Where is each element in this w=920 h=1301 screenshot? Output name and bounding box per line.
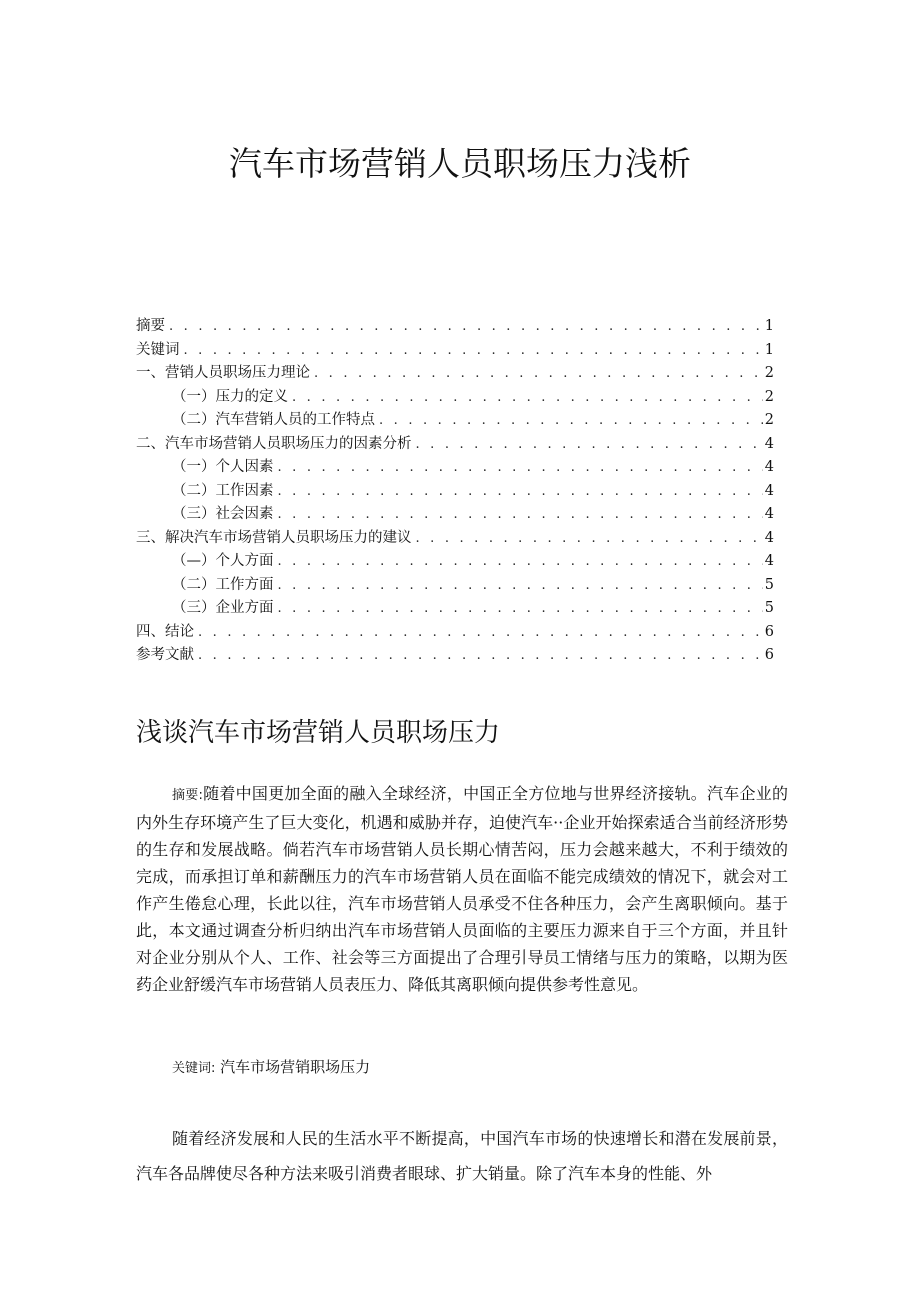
- toc-entry-label: 摘要: [136, 318, 165, 334]
- keywords-lead: 关键词:: [172, 1061, 216, 1076]
- toc-leader-dots: [198, 621, 763, 645]
- toc-entry-label: （二）工作因素: [172, 482, 274, 499]
- toc-entry-label: （一）压力的定义: [172, 388, 288, 405]
- toc-entry-page: 4: [764, 459, 774, 475]
- toc-entry-page: 4: [764, 506, 774, 522]
- abstract-text: 随着中国更加全面的融入全球经济，中国正全方位地与世界经济接轨。汽车企业的内外生存环境产生了巨大变化，机遇和威胁并存，迫使汽车··企业开始探索适合当前经济形势的生存和发展战略。倘若汽车市场营销人员长期心情苦闷，压力会越来越大，不利于绩效的完成，而承担订单和薪酬压力的汽车市场营销人员在面临不能完成绩效的情况下，就会对工作产生倦怠心理，长此以往，汽车市场营销人员承受不住各种压力，会产生离职倾向。基于此，本文通过调查分析归纳出汽车市场营销人员面临的主要压力源来自于三个方面，并且针对企业分别从个人、工作、社会等三方面提出了合理引导员工情绪与压力的策略，以期为医药企业舒缓汽车市场营销人员表压力、降低其离职倾向提供参考性意见。: [136, 784, 788, 994]
- toc-entry[interactable]: [136, 386, 774, 410]
- document-title: 汽车市场营销人员职场压力浅析: [229, 144, 691, 183]
- toc-entry-label: 关键词: [136, 341, 180, 358]
- toc-entry-page: 2: [764, 388, 774, 405]
- toc-leader-dots: [278, 550, 763, 574]
- toc-entry[interactable]: [136, 433, 774, 457]
- toc-entry[interactable]: [136, 644, 774, 668]
- toc-entry-label: （—）个人方面: [172, 553, 274, 569]
- toc-leader-dots: [198, 644, 763, 668]
- table-of-contents: [136, 315, 774, 668]
- toc-leader-dots: [314, 362, 763, 386]
- toc-entry-page: 1: [764, 341, 774, 358]
- toc-entry[interactable]: [136, 362, 774, 386]
- toc-entry[interactable]: [136, 339, 774, 363]
- keywords-text: 汽车市场营销职场压力: [220, 1058, 371, 1076]
- toc-entry-label: （一）个人因素: [172, 459, 274, 475]
- section-heading: 浅谈汽车市场营销人员职场压力: [136, 718, 501, 748]
- toc-entry-page: 6: [764, 623, 774, 640]
- toc-entry-label: 参考文献: [136, 647, 194, 663]
- toc-entry[interactable]: [136, 480, 774, 504]
- toc-entry[interactable]: [136, 315, 774, 339]
- toc-entry-page: 5: [764, 600, 774, 616]
- toc-leader-dots: [278, 480, 763, 504]
- toc-entry[interactable]: [136, 456, 774, 480]
- toc-leader-dots: [184, 339, 763, 363]
- toc-leader-dots: [278, 574, 763, 598]
- body-paragraph: 随着经济发展和人民的生活水平不断提高，中国汽车市场的快速增长和潜在发展前景，汽车各品牌使尽各种方法来吸引消费者眼球、扩大销量。除了汽车本身的性能、外: [136, 1129, 788, 1183]
- toc-entry-page: 1: [764, 318, 774, 334]
- toc-entry-label: （二）汽车营销人员的工作特点: [172, 412, 375, 428]
- toc-entry[interactable]: [136, 409, 774, 433]
- toc-leader-dots: [169, 315, 763, 339]
- toc-entry-page: 4: [764, 529, 774, 546]
- toc-entry-page: 2: [764, 365, 774, 381]
- toc-entry-label: 一、营销人员职场压力理论: [136, 365, 310, 381]
- toc-entry[interactable]: [136, 503, 774, 527]
- toc-leader-dots: [278, 503, 763, 527]
- toc-entry-label: 四、结论: [136, 623, 194, 640]
- toc-entry-page: 2: [764, 412, 774, 428]
- toc-entry-page: 6: [764, 647, 774, 663]
- toc-leader-dots: [416, 527, 763, 551]
- toc-leader-dots: [278, 597, 763, 621]
- keywords-line: [172, 1055, 370, 1081]
- toc-entry[interactable]: [136, 621, 774, 645]
- toc-leader-dots: [416, 433, 763, 457]
- toc-entry-label: （二）工作方面: [172, 576, 274, 593]
- toc-entry-label: （三）社会因素: [172, 506, 274, 522]
- toc-entry-page: 4: [764, 482, 774, 499]
- toc-leader-dots: [292, 386, 763, 410]
- toc-entry-label: 二、汽车市场营销人员职场压力的因素分析: [136, 435, 412, 452]
- toc-leader-dots: [379, 409, 763, 433]
- toc-entry[interactable]: [136, 550, 774, 574]
- toc-entry-label: 三、解决汽车市场营销人员职场压力的建议: [136, 529, 412, 546]
- toc-entry-page: 5: [764, 576, 774, 593]
- abstract-paragraph: [136, 780, 788, 998]
- abstract-lead: 摘要:: [172, 788, 203, 803]
- toc-entry[interactable]: [136, 527, 774, 551]
- toc-entry[interactable]: [136, 597, 774, 621]
- toc-entry[interactable]: [136, 574, 774, 598]
- toc-leader-dots: [278, 456, 763, 480]
- toc-entry-page: 4: [764, 553, 774, 569]
- toc-entry-page: 4: [764, 435, 774, 452]
- toc-entry-label: （三）企业方面: [172, 600, 274, 616]
